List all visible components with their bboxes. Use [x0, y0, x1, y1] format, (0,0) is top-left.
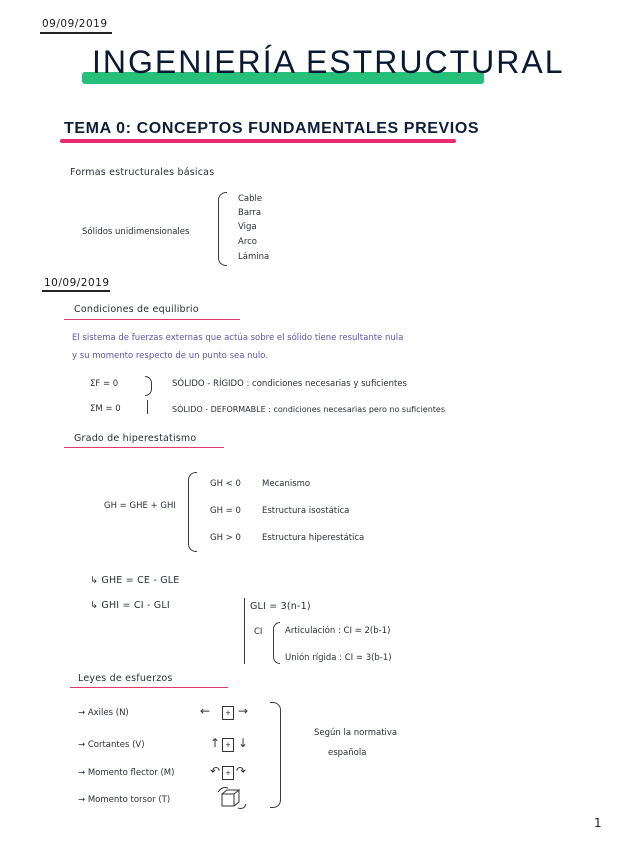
gh-formula: GH = GHE + GHI	[104, 501, 176, 511]
date-2: 10/09/2019	[44, 277, 110, 289]
page-subtitle: TEMA 0: CONCEPTOS FUNDAMENTALES PREVIOS	[64, 120, 480, 137]
gh-case-cond: GH < 0	[210, 479, 241, 489]
grado-brace	[188, 472, 197, 552]
date-1: 09/09/2019	[42, 18, 108, 30]
normativa-note-1: Según la normativa	[314, 728, 398, 738]
formas-heading: Formas estructurales básicas	[70, 167, 215, 178]
moment-element: +	[222, 766, 234, 780]
esfuerzo-item: → Axiles (N)	[78, 708, 129, 718]
gh-case-desc: Estructura isostática	[262, 506, 350, 516]
ci-union: Unión rígida : CI = 3(b-1)	[285, 653, 392, 663]
subtitle-highlight	[60, 139, 456, 143]
ghe-formula: ↳ GHE = CE - GLE	[90, 575, 180, 586]
grado-heading: Grado de hiperestatismo	[74, 433, 197, 444]
shear-up-arrow-icon: ↑	[210, 736, 221, 750]
equilibrio-text-1: El sistema de fuerzas externas que actúa sobre el sólido tiene resultante nula	[72, 333, 404, 343]
formas-brace	[218, 192, 227, 266]
forma-item: Cable	[238, 194, 263, 204]
normativa-note-2: española	[328, 748, 367, 758]
moment-right-icon: ↷	[236, 764, 247, 778]
page-number: 1	[594, 816, 602, 830]
solido-deformable: SÓLIDO - DEFORMABLE : condiciones necesarias pero no suficientes	[172, 405, 446, 414]
axil-left-arrow-icon: ←	[200, 704, 211, 718]
eq-sum-f: ΣF = 0	[90, 379, 119, 389]
forma-item: Barra	[238, 208, 262, 218]
forma-item: Viga	[238, 222, 257, 232]
esfuerzos-brace	[270, 702, 281, 808]
esfuerzo-item: → Cortantes (V)	[78, 740, 145, 750]
esfuerzos-underline	[70, 687, 228, 688]
ghi-divider	[244, 598, 245, 664]
solidos-label: Sólidos unidimensionales	[82, 227, 190, 237]
forma-item: Lámina	[238, 252, 270, 262]
ci-label: CI	[254, 627, 263, 637]
forma-item: Arco	[238, 237, 257, 247]
equilibrio-heading: Condiciones de equilibrio	[74, 304, 199, 315]
eq-divider	[147, 400, 148, 414]
eq-brace-1	[145, 376, 152, 396]
esfuerzos-heading: Leyes de esfuerzos	[78, 673, 173, 684]
shear-element: +	[222, 738, 234, 752]
solido-rigido: SÓLIDO - RÍGIDO : condiciones necesarias y suficientes	[172, 379, 407, 389]
equilibrio-text-2: y su momento respecto de un punto sea nulo.	[72, 351, 269, 361]
ghi-formula: ↳ GHI = CI - GLI	[90, 600, 170, 611]
gh-case-cond: GH = 0	[210, 506, 241, 516]
eq-sum-m: ΣM = 0	[90, 404, 121, 414]
gh-case-cond: GH > 0	[210, 533, 241, 543]
date-1-underline	[40, 32, 112, 34]
shear-down-arrow-icon: ↓	[238, 736, 249, 750]
esfuerzo-item: → Momento torsor (T)	[78, 795, 171, 805]
gh-case-desc: Mecanismo	[262, 479, 311, 489]
gh-case-desc: Estructura hiperestática	[262, 533, 365, 543]
torsor-cube-icon	[216, 786, 250, 812]
esfuerzo-item: → Momento flector (M)	[78, 768, 175, 778]
gli-formula: GLI = 3(n-1)	[250, 601, 311, 612]
grado-underline	[64, 447, 224, 448]
date-2-underline	[42, 290, 110, 292]
moment-left-icon: ↶	[210, 764, 221, 778]
ci-articulacion: Articulación : CI = 2(b-1)	[285, 626, 391, 636]
page-title: INGENIERÍA ESTRUCTURAL	[92, 44, 565, 80]
ci-brace	[273, 622, 280, 664]
equilibrio-underline	[64, 319, 240, 320]
axil-element: +	[222, 706, 234, 720]
axil-right-arrow-icon: →	[238, 704, 249, 718]
